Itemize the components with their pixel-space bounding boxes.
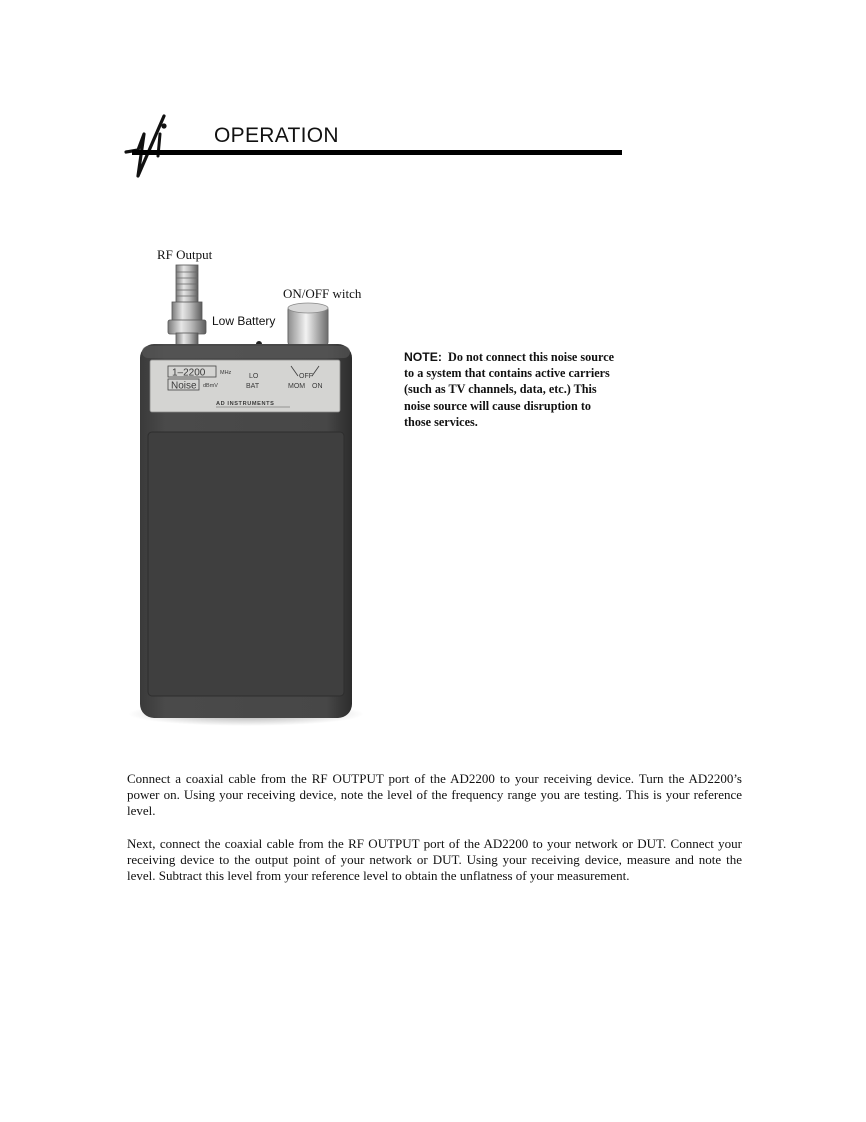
rf-output-connector [168, 265, 206, 345]
panel-on-label: ON [312, 383, 323, 390]
section-title: OPERATION [214, 124, 339, 147]
panel-brand: AD INSTRUMENTS [216, 401, 275, 407]
note-label: NOTE: [404, 350, 442, 364]
instruction-paragraph-1: Connect a coaxial cable from the RF OUTPUT port of the AD2200 to your receiving device. Turn the AD2200’s power on. Using your receiving device, note the level of the frequency range you are testing. This is your reference level. [127, 771, 742, 818]
instruction-paragraph-2: Next, connect the coaxial cable from the RF OUTPUT port of the AD2200 to your network or DUT. Connect your receiving device to the output point of your network or DUT. Using your receiving device, measure and note the level. Subtract this level from your reference level to obtain the unflatness of your measurement. [127, 836, 742, 883]
note-box [404, 349, 619, 430]
panel-freq-range: 1–2200 [172, 367, 206, 379]
panel-mom-label: MOM [288, 383, 306, 390]
device-case-top [142, 346, 350, 358]
low-battery-callout: Low Battery [212, 314, 276, 328]
device-front-panel [148, 432, 344, 696]
panel-off-label: OFF [299, 373, 313, 380]
panel-noise-label: Noise [171, 380, 197, 392]
note-text: Do not connect this noise source to a system that contains active carriers (such as TV channels, data, etc.) This noise source will cause disruption to those services. [404, 350, 615, 429]
onoff-switch [288, 303, 328, 346]
panel-bat-label: BAT [246, 383, 260, 390]
panel-noise-unit: dBmV [203, 383, 218, 389]
panel-lo-label: LO [249, 373, 259, 380]
rf-output-callout: RF Output [157, 247, 213, 262]
panel-freq-unit: MHz [220, 370, 232, 376]
onoff-switch-callout: ON/OFF witch [283, 286, 362, 301]
